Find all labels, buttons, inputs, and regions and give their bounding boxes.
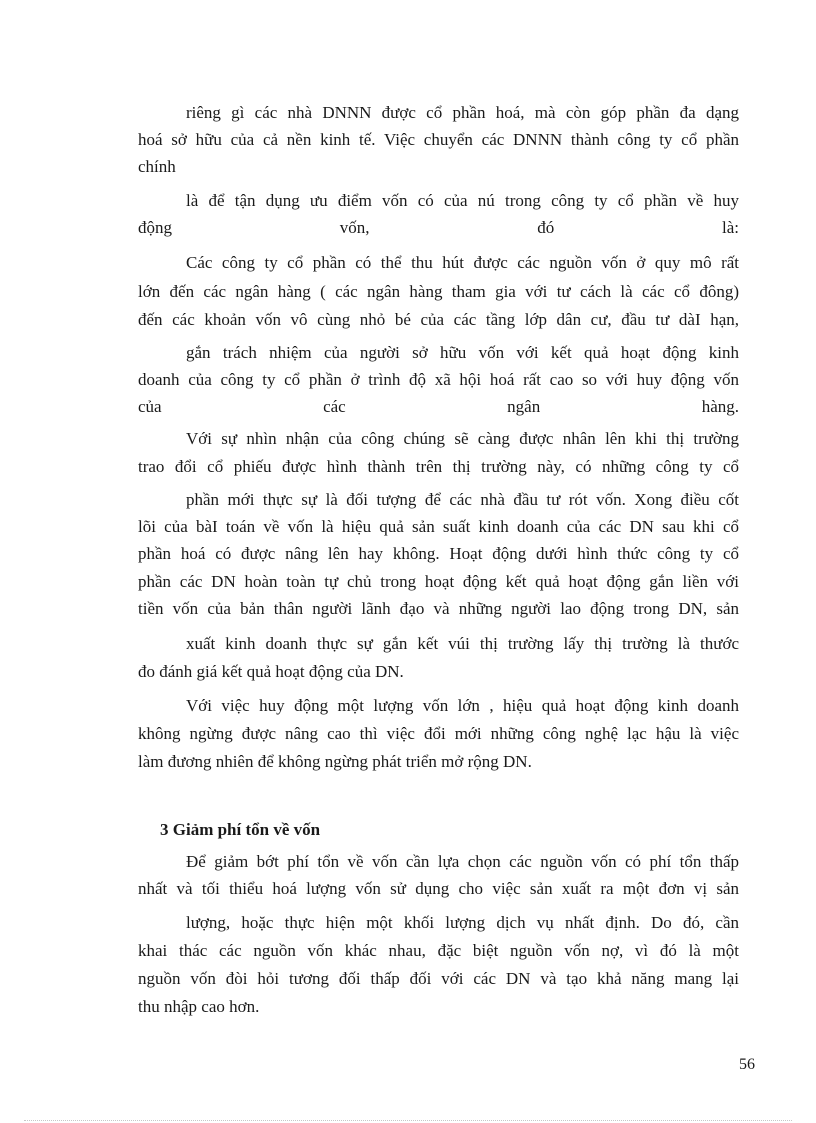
text-line: khai thác các nguồn vốn khác nhau, đặc biệt nguồn vốn nợ, vì đó là một xyxy=(138,941,739,960)
text-line: Các công ty cổ phần có thể thu hút được các nguồn vốn ở quy mô rất xyxy=(186,253,739,272)
text-line: nguồn vốn đòi hỏi tương đối thấp đối với các DN và tạo khả năng mang lại xyxy=(138,969,739,988)
text-line: là để tận dụng ưu điểm vốn có của nú trong công ty cổ phần về huy xyxy=(186,191,739,210)
text-line: phần mới thực sự là đối tượng để các nhà đầu tư rót vốn. Xong điều cốt xyxy=(186,490,739,509)
text-line: riêng gì các nhà DNNN được cổ phần hoá, mà còn góp phần đa dạng xyxy=(186,103,739,122)
text-line: của các ngân hàng. xyxy=(138,397,739,416)
text-line: không ngừng được nâng cao thì việc đổi mới những công nghệ lạc hậu là việc xyxy=(138,724,739,743)
page-bottom-divider xyxy=(24,1120,792,1121)
text-line: doanh của công ty cổ phần ở trình độ xã hội hoá rất cao so với huy động vốn xyxy=(138,370,739,389)
text-line: hoá sở hữu của cả nền kinh tế. Việc chuyển các DNNN thành công ty cổ phần xyxy=(138,130,739,149)
text-line: tiền vốn của bản thân người lãnh đạo và những người lao động trong DN, sản xyxy=(138,599,739,618)
text-line: lượng, hoặc thực hiện một khối lượng dịch vụ nhất định. Do đó, cần xyxy=(186,913,739,932)
section-heading: 3 Giảm phí tổn về vốn xyxy=(160,820,321,839)
page-number: 56 xyxy=(739,1056,755,1073)
text-line: Với sự nhìn nhận của công chúng sẽ càng được nhân lên khi thị trường xyxy=(186,429,739,448)
text-line: xuất kinh doanh thực sự gắn kết vúi thị trường lấy thị trường là thước xyxy=(186,634,739,653)
text-line: trao đổi cổ phiếu được hình thành trên thị trường này, có những công ty cổ xyxy=(138,457,739,476)
text-line: Với việc huy động một lượng vốn lớn , hiệu quả hoạt động kinh doanh xyxy=(186,696,739,715)
text-line: đến các khoản vốn vô cùng nhỏ bé của các tầng lớp dân cư, đầu tư dàI hạn, xyxy=(138,310,739,329)
text-line: phần hoá có được nâng lên hay không. Hoạt động dưới hình thức công ty cổ xyxy=(138,544,739,563)
text-line: chính xyxy=(138,157,176,176)
text-line: động vốn, đó là: xyxy=(138,218,739,237)
text-line: nhất và tối thiểu hoá lượng vốn sử dụng cho việc sản xuất ra một đơn vị sản xyxy=(138,879,739,898)
text-line: đo đánh giá kết quả hoạt động của DN. xyxy=(138,662,404,681)
text-line: phần các DN hoàn toàn tự chủ trong hoạt động kết quả hoạt động gắn liền với xyxy=(138,572,739,591)
text-line: lớn đến các ngân hàng ( các ngân hàng tham gia với tư cách là các cổ đông) xyxy=(138,282,739,301)
text-line: làm đương nhiên để không ngừng phát triển mở rộng DN. xyxy=(138,752,532,771)
text-line: thu nhập cao hơn. xyxy=(138,997,260,1016)
text-line: gắn trách nhiệm của người sở hữu vốn với kết quả hoạt động kinh xyxy=(186,343,739,362)
text-line: Để giảm bớt phí tổn về vốn cần lựa chọn các nguồn vốn có phí tổn thấp xyxy=(186,852,739,871)
text-line: lõi của bàI toán về vốn là hiệu quả sản suất kinh doanh của các DN sau khi cổ xyxy=(138,517,739,536)
